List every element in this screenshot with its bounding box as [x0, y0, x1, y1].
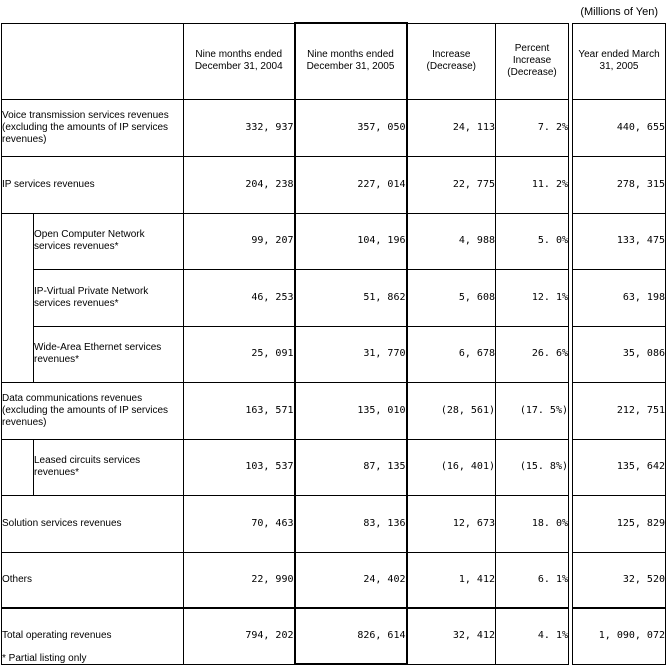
table-row	[2, 269, 666, 326]
cell-year-2005: 63, 198	[573, 269, 666, 326]
cell-year-2005: 212, 751	[573, 382, 666, 439]
cell-increase: 1, 412	[407, 552, 496, 608]
cell-increase: 22, 775	[407, 156, 496, 213]
row-label-ip-services: IP services revenues	[2, 156, 184, 213]
row-label-voice: Voice transmission services revenues (excluding the amounts of IP services revenues)	[2, 99, 184, 156]
row-label-wide-area-ethernet: Wide-Area Ethernet services revenues*	[34, 326, 184, 382]
cell-2005: 826, 614	[295, 608, 407, 664]
cell-2005: 104, 196	[295, 213, 407, 269]
cell-2004: 70, 463	[184, 495, 295, 552]
header-nine-months-2005: Nine months ended December 31, 2005	[295, 23, 407, 99]
table-row	[2, 382, 666, 439]
indent-spacer	[2, 326, 34, 382]
row-label-total: Total operating revenues	[2, 608, 184, 664]
row-label-ocn: Open Computer Network services revenues*	[34, 213, 184, 269]
cell-year-2005: 278, 315	[573, 156, 666, 213]
cell-increase: 24, 113	[407, 99, 496, 156]
row-label-data-communications: Data communications revenues (excluding the amounts of IP services revenues)	[2, 382, 184, 439]
header-nine-months-2004: Nine months ended December 31, 2004	[184, 23, 295, 99]
table-row	[2, 213, 666, 269]
cell-percent: 11. 2%	[496, 156, 569, 213]
table-row	[2, 99, 666, 156]
indent-spacer	[2, 213, 34, 269]
cell-year-2005: 32, 520	[573, 552, 666, 608]
cell-increase: 6, 678	[407, 326, 496, 382]
row-label-leased-circuits: Leased circuits services revenues*	[34, 439, 184, 495]
row-label-others: Others	[2, 552, 184, 608]
footnote: * Partial listing only	[2, 653, 87, 664]
cell-2004: 332, 937	[184, 99, 295, 156]
row-label-ip-vpn: IP-Virtual Private Network services revenues*	[34, 269, 184, 326]
cell-percent: 5. 0%	[496, 213, 569, 269]
indent-spacer	[2, 439, 34, 495]
cell-increase: 4, 988	[407, 213, 496, 269]
cell-percent: 7. 2%	[496, 99, 569, 156]
revenue-table	[1, 22, 666, 665]
cell-percent: 12. 1%	[496, 269, 569, 326]
cell-2005: 87, 135	[295, 439, 407, 495]
cell-percent: 18. 0%	[496, 495, 569, 552]
cell-year-2005: 440, 655	[573, 99, 666, 156]
cell-percent: (17. 5%)	[496, 382, 569, 439]
cell-2004: 46, 253	[184, 269, 295, 326]
total-row	[2, 608, 666, 664]
cell-2005: 83, 136	[295, 495, 407, 552]
table-row	[2, 552, 666, 608]
cell-2004: 22, 990	[184, 552, 295, 608]
cell-year-2005: 135, 642	[573, 439, 666, 495]
table-row	[2, 439, 666, 495]
cell-year-2005: 133, 475	[573, 213, 666, 269]
unit-note: (Millions of Yen)	[580, 6, 658, 18]
header-increase: Increase (Decrease)	[407, 23, 496, 99]
cell-increase: 5, 608	[407, 269, 496, 326]
header-row	[2, 23, 666, 99]
cell-year-2005: 125, 829	[573, 495, 666, 552]
cell-2004: 204, 238	[184, 156, 295, 213]
row-label-solution-services: Solution services revenues	[2, 495, 184, 552]
header-year-ended-2005: Year ended March 31, 2005	[573, 23, 666, 99]
table-row	[2, 326, 666, 382]
cell-2004: 794, 202	[184, 608, 295, 664]
cell-increase: (28, 561)	[407, 382, 496, 439]
cell-increase: 32, 412	[407, 608, 496, 664]
cell-2004: 163, 571	[184, 382, 295, 439]
cell-increase: 12, 673	[407, 495, 496, 552]
table-row	[2, 495, 666, 552]
cell-percent: 6. 1%	[496, 552, 569, 608]
cell-2005: 227, 014	[295, 156, 407, 213]
cell-percent: (15. 8%)	[496, 439, 569, 495]
cell-2004: 99, 207	[184, 213, 295, 269]
cell-2004: 103, 537	[184, 439, 295, 495]
indent-spacer	[2, 269, 34, 326]
cell-2005: 51, 862	[295, 269, 407, 326]
header-label-cell	[2, 23, 184, 99]
cell-2005: 24, 402	[295, 552, 407, 608]
cell-2004: 25, 091	[184, 326, 295, 382]
cell-year-2005: 1, 090, 072	[573, 608, 666, 664]
cell-2005: 135, 010	[295, 382, 407, 439]
table-row	[2, 156, 666, 213]
cell-increase: (16, 401)	[407, 439, 496, 495]
cell-percent: 4. 1%	[496, 608, 569, 664]
cell-year-2005: 35, 086	[573, 326, 666, 382]
header-percent-increase: Percent Increase (Decrease)	[496, 23, 569, 99]
cell-percent: 26. 6%	[496, 326, 569, 382]
cell-2005: 357, 050	[295, 99, 407, 156]
cell-2005: 31, 770	[295, 326, 407, 382]
